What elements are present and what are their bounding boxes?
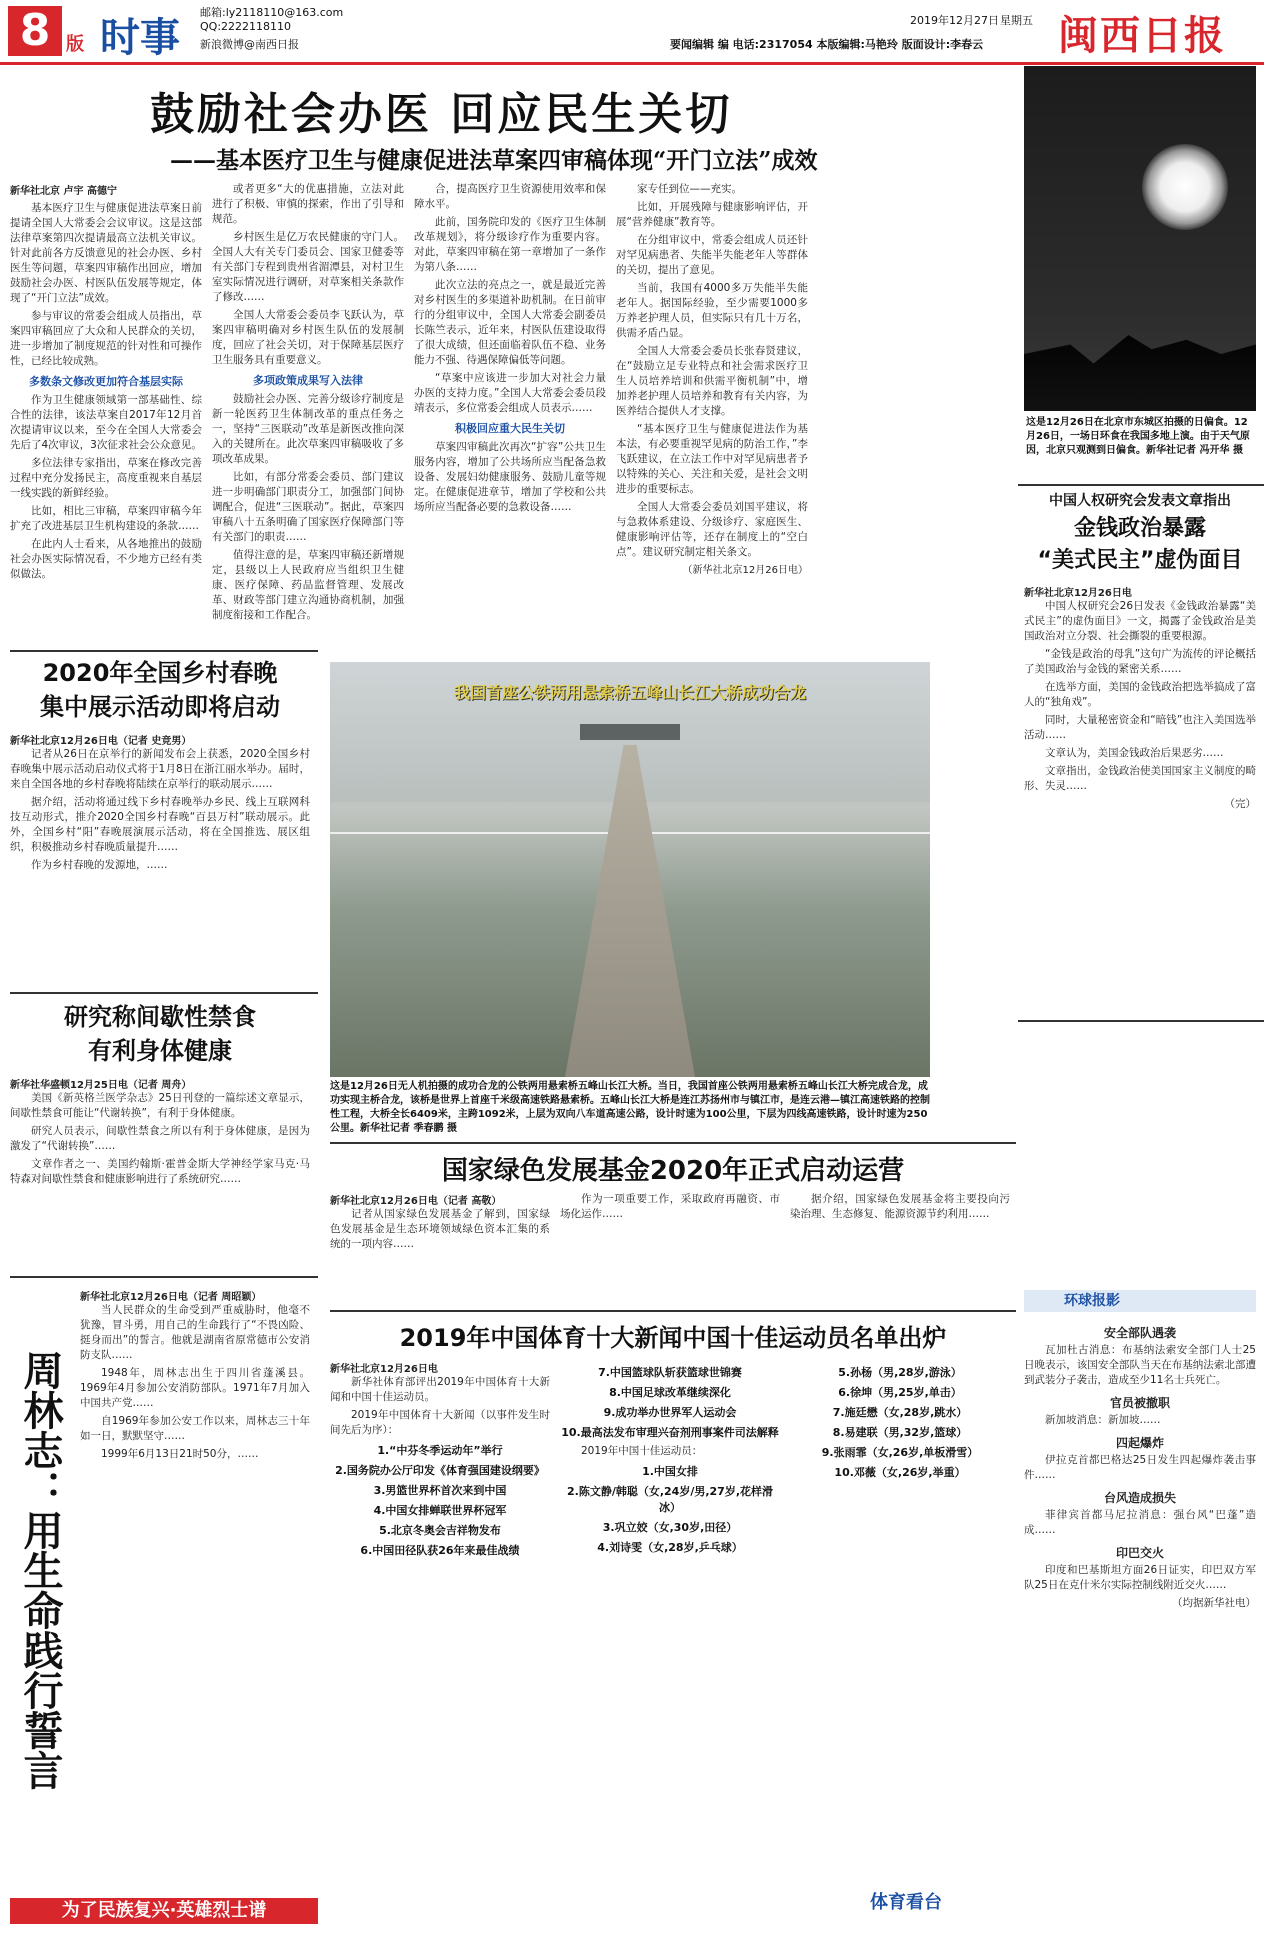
paragraph: 2019年中国十佳运动员： bbox=[581, 1445, 703, 1457]
green-fund-title: 国家绿色发展基金2020年正式启动运营 bbox=[441, 1156, 905, 1186]
paragraph: 同时，大量秘密资金和“暗钱”也注入美国选举活动…… bbox=[1024, 714, 1256, 741]
bridge-overlay-title: 我国首座公铁两用悬索桥五峰山长江大桥成功合龙 bbox=[453, 683, 806, 702]
green-fund-byline: 新华社北京12月26日电（记者 高敬） bbox=[330, 1196, 502, 1207]
paragraph: 合，提高医疗卫生资源使用效率和保障水平。 bbox=[414, 183, 606, 210]
paragraph: 多位法律专家指出，草案在修改完善过程中充分发扬民主，高度重视来自基层一线实践的新鲜经验。 bbox=[10, 457, 202, 499]
sports-title: 2019年中国体育十大新闻中国十佳运动员名单出炉 bbox=[399, 1324, 947, 1352]
paragraph: 作为卫生健康领域第一部基础性、综合性的法律，该法草案自2017年12月首次提请审议以来，至今在全国人大常委会先后了4次审议，3次征求社会公众意见。 bbox=[10, 394, 202, 451]
paragraph: 1999年6月13日21时50分，…… bbox=[101, 1448, 259, 1460]
world-news-tag: 环球报影 bbox=[1064, 1293, 1120, 1309]
dateline-end: （新华社北京12月26日电） bbox=[682, 565, 808, 576]
moon-photo bbox=[1024, 66, 1256, 411]
lead-column-2 bbox=[212, 182, 404, 642]
world-news-title: 官员被撤职 bbox=[1109, 1396, 1170, 1410]
paragraph: 家专任到位——充实。 bbox=[637, 183, 742, 195]
paragraph: 新加坡消息：新加坡…… bbox=[1045, 1414, 1161, 1426]
sports-col-2 bbox=[560, 1360, 780, 1920]
gala-title-2: 集中展示活动即将启动 bbox=[40, 693, 280, 721]
qq: QQ:2222118110 bbox=[200, 20, 292, 33]
news-item: 5.北京冬奥会吉祥物发布 bbox=[379, 1524, 501, 1537]
sports-col-3 bbox=[790, 1360, 1010, 1880]
athlete-item: 1.中国女排 bbox=[642, 1465, 698, 1478]
paragraph: 中国人权研究会26日发表《金钱政治暴露“美式民主”的虚伪面目》一文，揭露了金钱政治是美国政治对立分裂、社会撕裂的重要根源。 bbox=[1024, 600, 1256, 642]
zhou-byline: 新华社北京12月26日电（记者 周昭颖） bbox=[80, 1292, 262, 1303]
world-news-title: 安全部队遇袭 bbox=[1103, 1326, 1176, 1340]
header-rule bbox=[0, 62, 1264, 65]
paragraph: 作为乡村春晚的发源地，…… bbox=[31, 859, 168, 871]
green-fund-col-2 bbox=[560, 1192, 780, 1304]
paragraph: 乡村医生是亿万农民健康的守门人。全国人大有关专门委员会、国家卫健委等有关部门专程到贵州省湄潭县，对村卫生室实际情况进行调研，对草案相关条款作了修改…… bbox=[212, 231, 404, 303]
paragraph: 作为一项重要工作，采取政府再融资、市场化运作…… bbox=[560, 1193, 780, 1220]
athlete-item: 6.徐坤（男,25岁,单击） bbox=[838, 1386, 962, 1399]
paragraph: 文章认为，美国金钱政治后果恶劣…… bbox=[1045, 747, 1224, 759]
editor-line: 要闻编辑 编 电话:2317054 本版编辑:马艳玲 版面设计:李春云 bbox=[670, 38, 984, 51]
weekday: 星期五 bbox=[1000, 14, 1033, 27]
gala-byline: 新华社北京12月26日电（记者 史竞男） bbox=[10, 736, 192, 747]
world-news-title: 四起爆炸 bbox=[1115, 1436, 1164, 1450]
email: 邮箱:ly2118110@163.com bbox=[200, 6, 344, 19]
paragraph: 比如，有部分常委会委员、部门建议进一步明确部门职责分工，加强部门间协调配合，促进“三医联动”。据此，草案四审稿八十五条明确了国家医疗保障部门等有关部门的职责…… bbox=[212, 471, 404, 543]
athlete-item: 7.施廷懋（女,28岁,跳水） bbox=[832, 1406, 968, 1419]
paragraph: 比如，开展残障与健康影响评估，开展“营养健康”教育等。 bbox=[616, 201, 808, 228]
lead-title: 鼓励社会办医 回应民生关切 bbox=[150, 89, 733, 140]
study-body bbox=[10, 1076, 310, 1266]
paragraph: 草案四审稿此次再次“扩容”公共卫生服务内容，增加了公共场所应当配备急救设备、发展妇幼健康服务、鼓励儿童等规定。在健康促进章节，增加了学校和公共场所应当配备必要的急救设备…… bbox=[414, 441, 606, 513]
wechat: 新浪微博@南西日报 bbox=[200, 38, 299, 51]
athlete-item: 2.陈文静/韩聪（女,24岁/男,27岁,花样滑冰） bbox=[566, 1485, 774, 1514]
news-item: 1.“中芬冬季运动年”举行 bbox=[377, 1444, 503, 1457]
paragraph: 1948年，周林志出生于四川省蓬溪县。1969年4月参加公安消防部队。1971年7月加入中国共产党…… bbox=[80, 1367, 310, 1409]
politics-title-2: “美式民主”虚伪面目 bbox=[1037, 548, 1243, 573]
dateline-end: （均据新华社电） bbox=[1172, 1597, 1256, 1609]
paragraph: 在选举方面，美国的金钱政治把选举搞成了富人的“独角戏”。 bbox=[1024, 681, 1256, 708]
moon-caption: 这是12月26日在北京市东城区拍摄的日偏食。12月26日，一场日环食在我国多地上演。由于天气原因，北京只观测到日偏食。新华社记者 冯开华 摄 bbox=[1026, 417, 1250, 456]
politics-body bbox=[1024, 584, 1256, 1014]
bridge-caption: 这是12月26日无人机拍摄的成功合龙的公铁两用悬索桥五峰山长江大桥。当日，我国首座公铁两用悬索桥五峰山长江大桥完成合龙，成功实现主桥合龙，该桥是世界上首座千米级高速铁路悬索桥。五峰山长江大桥是连江苏扬州市与镇江市，是连云港—镇江高速铁路的控制性工程，大桥全长6409米，主跨1092米，上层为双向八车道高速公路，设计时速为100公里，下层为四线高速铁路，设计时速为250公里。新华社记者 季春鹏 摄 bbox=[330, 1081, 930, 1134]
paragraph: 文章指出，金钱政治使美国国家主义制度的畸形、失灵…… bbox=[1024, 765, 1256, 792]
subheading: 积极回应重大民生关切 bbox=[455, 422, 565, 435]
study-title-1: 研究称间歇性禁食 bbox=[64, 1003, 256, 1031]
paragraph: 研究人员表示，间歇性禁食之所以有利于身体健康，是因为激发了“代谢转换”…… bbox=[10, 1125, 310, 1152]
paragraph: 2019年中国体育十大新闻（以事件发生时间先后为序）： bbox=[330, 1409, 550, 1436]
paragraph: 在此内人士看来，从各地推出的鼓励社会办医实际情况看，不少地方已经有类似做法。 bbox=[10, 538, 202, 580]
politics-byline: 新华社北京12月26日电 bbox=[1024, 588, 1132, 599]
study-title-2: 有利身体健康 bbox=[88, 1037, 232, 1065]
paragraph: 全国人大常委会委员李飞跃认为，草案四审稿明确对乡村医生队伍的发展制度，回应了社会关切，对于保障基层医疗卫生服务具有重要意义。 bbox=[212, 309, 404, 366]
zhou-body bbox=[80, 1288, 310, 1848]
paragraph: 此前，国务院印发的《医疗卫生体制改革规划》，将分级诊疗作为重要内容。对此，草案四审稿在第一章增加了一条作为第八条…… bbox=[414, 216, 606, 273]
world-news-title: 印巴交火 bbox=[1115, 1546, 1164, 1560]
masthead bbox=[0, 0, 1264, 62]
news-item: 7.中国篮球队斩获篮球世锦赛 bbox=[598, 1366, 742, 1379]
subheading: 多项政策成果写入法律 bbox=[253, 374, 363, 387]
news-item: 3.男篮世界杯首次来到中国 bbox=[373, 1484, 507, 1497]
lead-column-3 bbox=[414, 182, 606, 642]
divider bbox=[10, 650, 318, 652]
paragraph: 全国人大常委会委员刘国平建议，将与急救体系建设、分级诊疗、家庭医生、健康影响评估等，还存在制度上的“空白点”。建议研究制定相关条文。 bbox=[616, 501, 808, 558]
gala-body bbox=[10, 732, 310, 982]
paragraph: 新华社体育部评出2019年中国体育十大新闻和中国十佳运动员。 bbox=[330, 1376, 550, 1403]
divider bbox=[330, 1142, 1016, 1144]
zhou-title: 周林志：用生命践行誓言 bbox=[17, 1350, 64, 1790]
news-item: 2.国务院办公厅印发《体育强国建设纲要》 bbox=[335, 1464, 545, 1477]
paragraph: 菲律宾首都马尼拉消息：强台风“巴蓬”造成…… bbox=[1024, 1509, 1256, 1536]
divider bbox=[10, 1276, 318, 1278]
world-news-title: 台风造成损失 bbox=[1103, 1491, 1176, 1505]
lead-column-4 bbox=[616, 182, 808, 642]
dateline-end: （完） bbox=[1224, 798, 1256, 810]
silhouette-decoration bbox=[1024, 316, 1256, 411]
paragraph: 伊拉克首都巴格达25日发生四起爆炸袭击事件…… bbox=[1024, 1454, 1256, 1481]
paragraph: 全国人大常委会委员长张春贤建议，在“鼓励立足专业特点和社会需求医疗卫生人员培养培训和供需平衡机制”中，增加养老护理人员培养和教育有关内容，为医养结合提供人才支撑。 bbox=[616, 345, 808, 417]
hero-banner: 为了民族复兴·英雄烈士谱 bbox=[10, 1898, 318, 1924]
green-fund-col-1 bbox=[330, 1192, 550, 1304]
section-title: 时事 bbox=[100, 15, 180, 61]
paragraph: 瓦加杜古消息：布基纳法索安全部门人士25日晚表示，该国安全部队当天在布基纳法索北部遭到武装分子袭击，造成至少11名士兵死亡。 bbox=[1024, 1344, 1256, 1386]
paragraph: 当人民群众的生命受到严重威胁时，他毫不犹豫，冒斗勇，用自己的生命践行了“不畏凶险、挺身而出”的誓言。他就是湖南省原常德市公安消防支队…… bbox=[80, 1304, 310, 1361]
paragraph: 当前，我国有4000多万失能半失能老年人。据国际经验，至少需要1000多万养老护理人员，但实际只有几十万名，供需矛盾凸显。 bbox=[616, 282, 808, 339]
athlete-item: 10.邓薇（女,26岁,举重） bbox=[834, 1466, 966, 1479]
sports-col-1 bbox=[330, 1360, 550, 1920]
gala-title-1: 2020年全国乡村春晚 bbox=[42, 659, 278, 687]
lead-byline: 新华社北京 卢宇 高德宁 bbox=[10, 186, 117, 197]
tower-top bbox=[580, 724, 680, 740]
paragraph: 值得注意的是，草案四审稿还新增规定，县级以上人民政府应当组织卫生健康、医疗保障、药品监督管理、发展改革、财政等部门建立沟通协商机制，加强制度衔接和工作配合。 bbox=[212, 549, 404, 621]
athlete-item: 9.张雨霏（女,26岁,单板滑雪） bbox=[821, 1446, 979, 1459]
page-suffix: 版 bbox=[66, 34, 84, 55]
world-news-tag-bar bbox=[1024, 1290, 1256, 1312]
news-item: 10.最高法发布审理兴奋剂刑事案件司法解释 bbox=[561, 1426, 779, 1439]
world-news-body bbox=[1024, 1318, 1256, 1928]
paragraph: “金钱是政治的母乳”这句广为流传的评论概括了美国政治与金钱的紧密关系…… bbox=[1024, 648, 1256, 675]
politics-header: 中国人权研究会发表文章指出 bbox=[1049, 493, 1231, 509]
green-fund-col-3 bbox=[790, 1192, 1010, 1304]
paragraph: 记者从国家绿色发展基金了解到，国家绿色发展基金是生态环境领域绿色资本汇集的系统的一项内容…… bbox=[330, 1208, 550, 1250]
athlete-item: 3.巩立姣（女,30岁,田径） bbox=[602, 1521, 738, 1534]
paragraph: “基本医疗卫生与健康促进法作为基本法，有必要重视罕见病的防治工作，”李飞跃建议，在立法工作中对罕见病患者予以特殊的关心、关注和关爱，是社会文明进步的重要标志。 bbox=[616, 423, 808, 495]
divider bbox=[330, 1310, 1016, 1312]
paragraph: 美国《新英格兰医学杂志》25日刊登的一篇综述文章显示，间歇性禁食可能让“代谢转换”，有利于身体健康。 bbox=[10, 1092, 310, 1119]
date: 2019年12月27日 bbox=[910, 14, 999, 27]
subheading: 多数条文修改更加符合基层实际 bbox=[29, 375, 183, 388]
paragraph: 文章作者之一、美国约翰斯·霍普金斯大学神经学家马克·马特森对间歇性禁食和健康影响进行了系统研究…… bbox=[10, 1158, 310, 1185]
paragraph: 鼓励社会办医、完善分级诊疗制度是新一轮医药卫生体制改革的重点任务之一，坚持“三医联动”改革是新医改推向深入的关键所在。此次草案四审稿吸收了多项改革成果。 bbox=[212, 393, 404, 465]
divider bbox=[1018, 1020, 1264, 1022]
athlete-item: 4.刘诗雯（女,28岁,乒乓球） bbox=[597, 1541, 743, 1554]
news-item: 6.中国田径队获26年来最佳战绩 bbox=[360, 1544, 520, 1557]
paragraph: 据介绍，国家绿色发展基金将主要投向污染治理、生态修复、能源资源节约利用…… bbox=[790, 1193, 1010, 1220]
newspaper-brand: 闽西日报 bbox=[1058, 12, 1226, 59]
solar-eclipse-image bbox=[1142, 144, 1228, 230]
lead-subtitle: ——基本医疗卫生与健康促进法草案四审稿体现“开门立法”成效 bbox=[170, 147, 818, 174]
politics-title-1: 金钱政治暴露 bbox=[1073, 516, 1206, 541]
paragraph: 比如，相比三审稿，草案四审稿今年扩充了改进基层卫生机构建设的条款…… bbox=[10, 505, 202, 532]
lead-column-1 bbox=[10, 182, 202, 642]
athlete-item: 8.易建联（男,32岁,篮球） bbox=[832, 1426, 968, 1439]
paragraph: 在分组审议中，常委会组成人员还针对罕见病患者、失能半失能老年人等群体的关切，提出了意见。 bbox=[616, 234, 808, 276]
divider bbox=[1018, 484, 1264, 486]
news-item: 9.成功举办世界军人运动会 bbox=[603, 1406, 737, 1419]
athlete-item: 5.孙杨（男,28岁,游泳） bbox=[838, 1366, 962, 1379]
news-item: 4.中国女排蝉联世界杯冠军 bbox=[373, 1504, 507, 1517]
paragraph: “草案中应该进一步加大对社会力量办医的支持力度。”全国人大常委会委员段靖表示，多位常委会组成人员表示…… bbox=[414, 372, 606, 414]
paragraph: 据介绍，活动将通过线下乡村春晚举办乡民、线上互联网科技互动形式，推介2020全国乡村春晚“百县万村”联动展示。此外，全国乡村“阳”春晚展演展示活动，将在全国推选、展区组织，积极推动乡村春晚质量提升…… bbox=[10, 796, 310, 853]
paragraph: 印度和巴基斯坦方面26日证实，印巴双方军队25日在克什米尔实际控制线附近交火…… bbox=[1024, 1564, 1256, 1591]
study-byline: 新华社华盛顿12月25日电（记者 周舟） bbox=[10, 1080, 192, 1091]
sports-logo: 体育看台 bbox=[870, 1892, 942, 1913]
paragraph: 基本医疗卫生与健康促进法草案日前提请全国人大常委会会议审议。这是这部法律草案第四次提请最高立法机关审议。针对此前各方反馈意见的社会办医、乡村医生等问题，草案四审稿作出回应，增加鼓励社会办医、村医队伍发展等规定，体现了“开门立法”成效。 bbox=[10, 202, 202, 304]
sports-byline: 新华社北京12月26日电 bbox=[330, 1364, 438, 1375]
paragraph: 记者从26日在京举行的新闻发布会上获悉，2020全国乡村春晚集中展示活动启动仪式将于1月8日在浙江丽水举办。届时，来自全国各地的乡村春晚将陆续在京举行的联动展示…… bbox=[10, 748, 310, 790]
paragraph: 参与审议的常委会组成人员指出，草案四审稿回应了大众和人民群众的关切，进一步增加了制度规范的针对性和可操作性，已经比较成熟。 bbox=[10, 310, 202, 367]
paragraph: 自1969年参加公安工作以来，周林志三十年如一日，默默坚守…… bbox=[80, 1415, 310, 1442]
page-number: 8 bbox=[8, 6, 62, 56]
divider bbox=[10, 992, 318, 994]
paragraph: 此次立法的亮点之一，就是最近完善对乡村医生的多渠道补助机制。在日前审行的分组审议中，全国人大常委会副委员长陈竺表示，近年来，村医队伍建设取得了很大成绩，但还面临着队伍不稳、业务能力不强、待遇保障偏低等问题。 bbox=[414, 279, 606, 366]
news-item: 8.中国足球改革继续深化 bbox=[609, 1386, 731, 1399]
paragraph: 或者更多“大的优惠措施，立法对此进行了积极、审慎的探索，作出了引导和规范。 bbox=[212, 183, 404, 225]
